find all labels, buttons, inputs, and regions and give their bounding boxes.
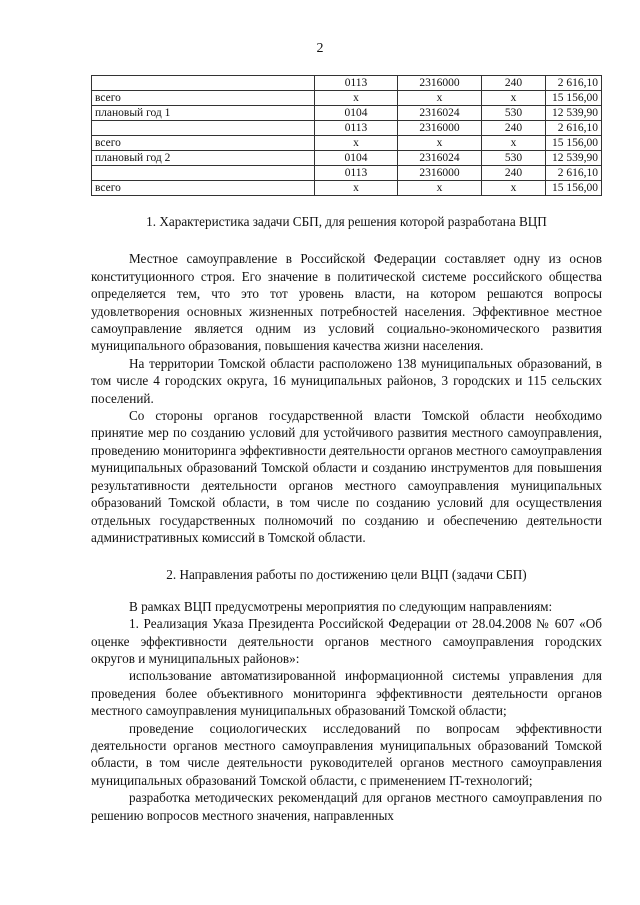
amount-cell: 15 156,00 (546, 136, 602, 151)
document-body (91, 213, 602, 824)
row-label-cell (92, 76, 315, 91)
expense-type-cell: x (482, 136, 546, 151)
target-article-cell: 2316024 (398, 106, 482, 121)
target-article-cell: 2316024 (398, 151, 482, 166)
table-row (92, 106, 602, 121)
amount-cell: 2 616,10 (546, 76, 602, 91)
target-article-cell: x (398, 136, 482, 151)
amount-cell: 15 156,00 (546, 91, 602, 106)
expense-type-cell: 530 (482, 151, 546, 166)
expense-type-cell: x (482, 91, 546, 106)
target-article-cell: 2316000 (398, 76, 482, 91)
paragraph: 1. Реализация Указа Президента Российской Федерации от 28.04.2008 № 607 «Об оценке эффективности деятельности органов местного самоуправления городских округов и муниципальных районов»: (91, 616, 602, 666)
table-row (92, 91, 602, 106)
paragraph: Со стороны органов государственной власти Томской области необходимо принятие мер по созданию условий для устойчивого развития местного самоуправления, проведению мониторинга эффективности деятельности органов местного самоуправления муниципальных образований Томской области и созданию инструментов для повышения результативности деятельности органов местного самоуправления муниципальных образований Томской области, в том числе по созданию условий для осуществления отдельных государственных полномочий по созданию и обеспечению деятельности административных комиссий в Томской области. (91, 408, 602, 545)
section-code-cell: 0113 (315, 121, 398, 136)
section-1-heading: 1. Характеристика задачи СБП, для решения которой разработана ВЦП (146, 214, 547, 229)
amount-cell: 12 539,90 (546, 151, 602, 166)
row-label-cell: плановый год 2 (92, 151, 315, 166)
paragraph: разработка методических рекомендаций для органов местного самоуправления по решению вопросов местного значения, направленных (91, 790, 602, 823)
table-row (92, 166, 602, 181)
expense-type-cell: 240 (482, 76, 546, 91)
expense-type-cell: x (482, 181, 546, 196)
expense-type-cell: 240 (482, 121, 546, 136)
paragraph: В рамках ВЦП предусмотрены мероприятия по следующим направлениям: (129, 598, 553, 614)
row-label-cell (92, 166, 315, 181)
amount-cell: 2 616,10 (546, 166, 602, 181)
section-2-heading: 2. Направления работы по достижению цели ВЦП (задачи СБП) (166, 567, 527, 583)
row-label-cell: всего (92, 181, 315, 196)
section-code-cell: 0113 (315, 166, 398, 181)
table-row (92, 181, 602, 196)
row-label-cell: всего (92, 136, 315, 151)
table-row (92, 121, 602, 136)
amount-cell: 2 616,10 (546, 121, 602, 136)
row-label-cell: плановый год 1 (92, 106, 315, 121)
section-code-cell: 0104 (315, 106, 398, 121)
expense-type-cell: 240 (482, 166, 546, 181)
section-code-cell: x (315, 91, 398, 106)
paragraph: Местное самоуправление в Российской Федерации составляет одну из основ конституционного строя. Его значение в политической системе российского общества определяется тем, что это тот уровень власти, на котором решаются вопросы удовлетворения основных жизненных потребностей населения. Эффективное местное самоуправление является одним из условий социально-экономического развития муниципального образования, повышения качества жизни населения. (91, 251, 602, 354)
amount-cell: 15 156,00 (546, 181, 602, 196)
row-label-cell: всего (92, 91, 315, 106)
paragraph: проведение социологических исследований по вопросам эффективности деятельности органов местного самоуправления муниципальных образований Томской области, в том числе деятельности руководителей органов местного самоуправления муниципальных образований Томской области, с применением IT-технологий; (91, 720, 602, 788)
budget-table (91, 75, 602, 196)
table-row (92, 136, 602, 151)
table-row (92, 76, 602, 91)
paragraph: На территории Томской области расположено 138 муниципальных образований, в том числе 4 городских округа, 16 муниципальных районов, 3 городских и 115 сельских поселений. (91, 355, 602, 406)
section-code-cell: x (315, 181, 398, 196)
expense-type-cell: 530 (482, 106, 546, 121)
section-code-cell: 0113 (315, 76, 398, 91)
table-row (92, 151, 602, 166)
target-article-cell: 2316000 (398, 166, 482, 181)
section-code-cell: 0104 (315, 151, 398, 166)
paragraph: использование автоматизированной информационной системы управления для проведения более объективного мониторинга эффективности деятельности органов местного самоуправления муниципальных образований Томской области; (91, 668, 602, 719)
target-article-cell: x (398, 91, 482, 106)
target-article-cell: x (398, 181, 482, 196)
row-label-cell (92, 121, 315, 136)
page-number: 2 (316, 41, 324, 56)
section-code-cell: x (315, 136, 398, 151)
amount-cell: 12 539,90 (546, 106, 602, 121)
target-article-cell: 2316000 (398, 121, 482, 136)
